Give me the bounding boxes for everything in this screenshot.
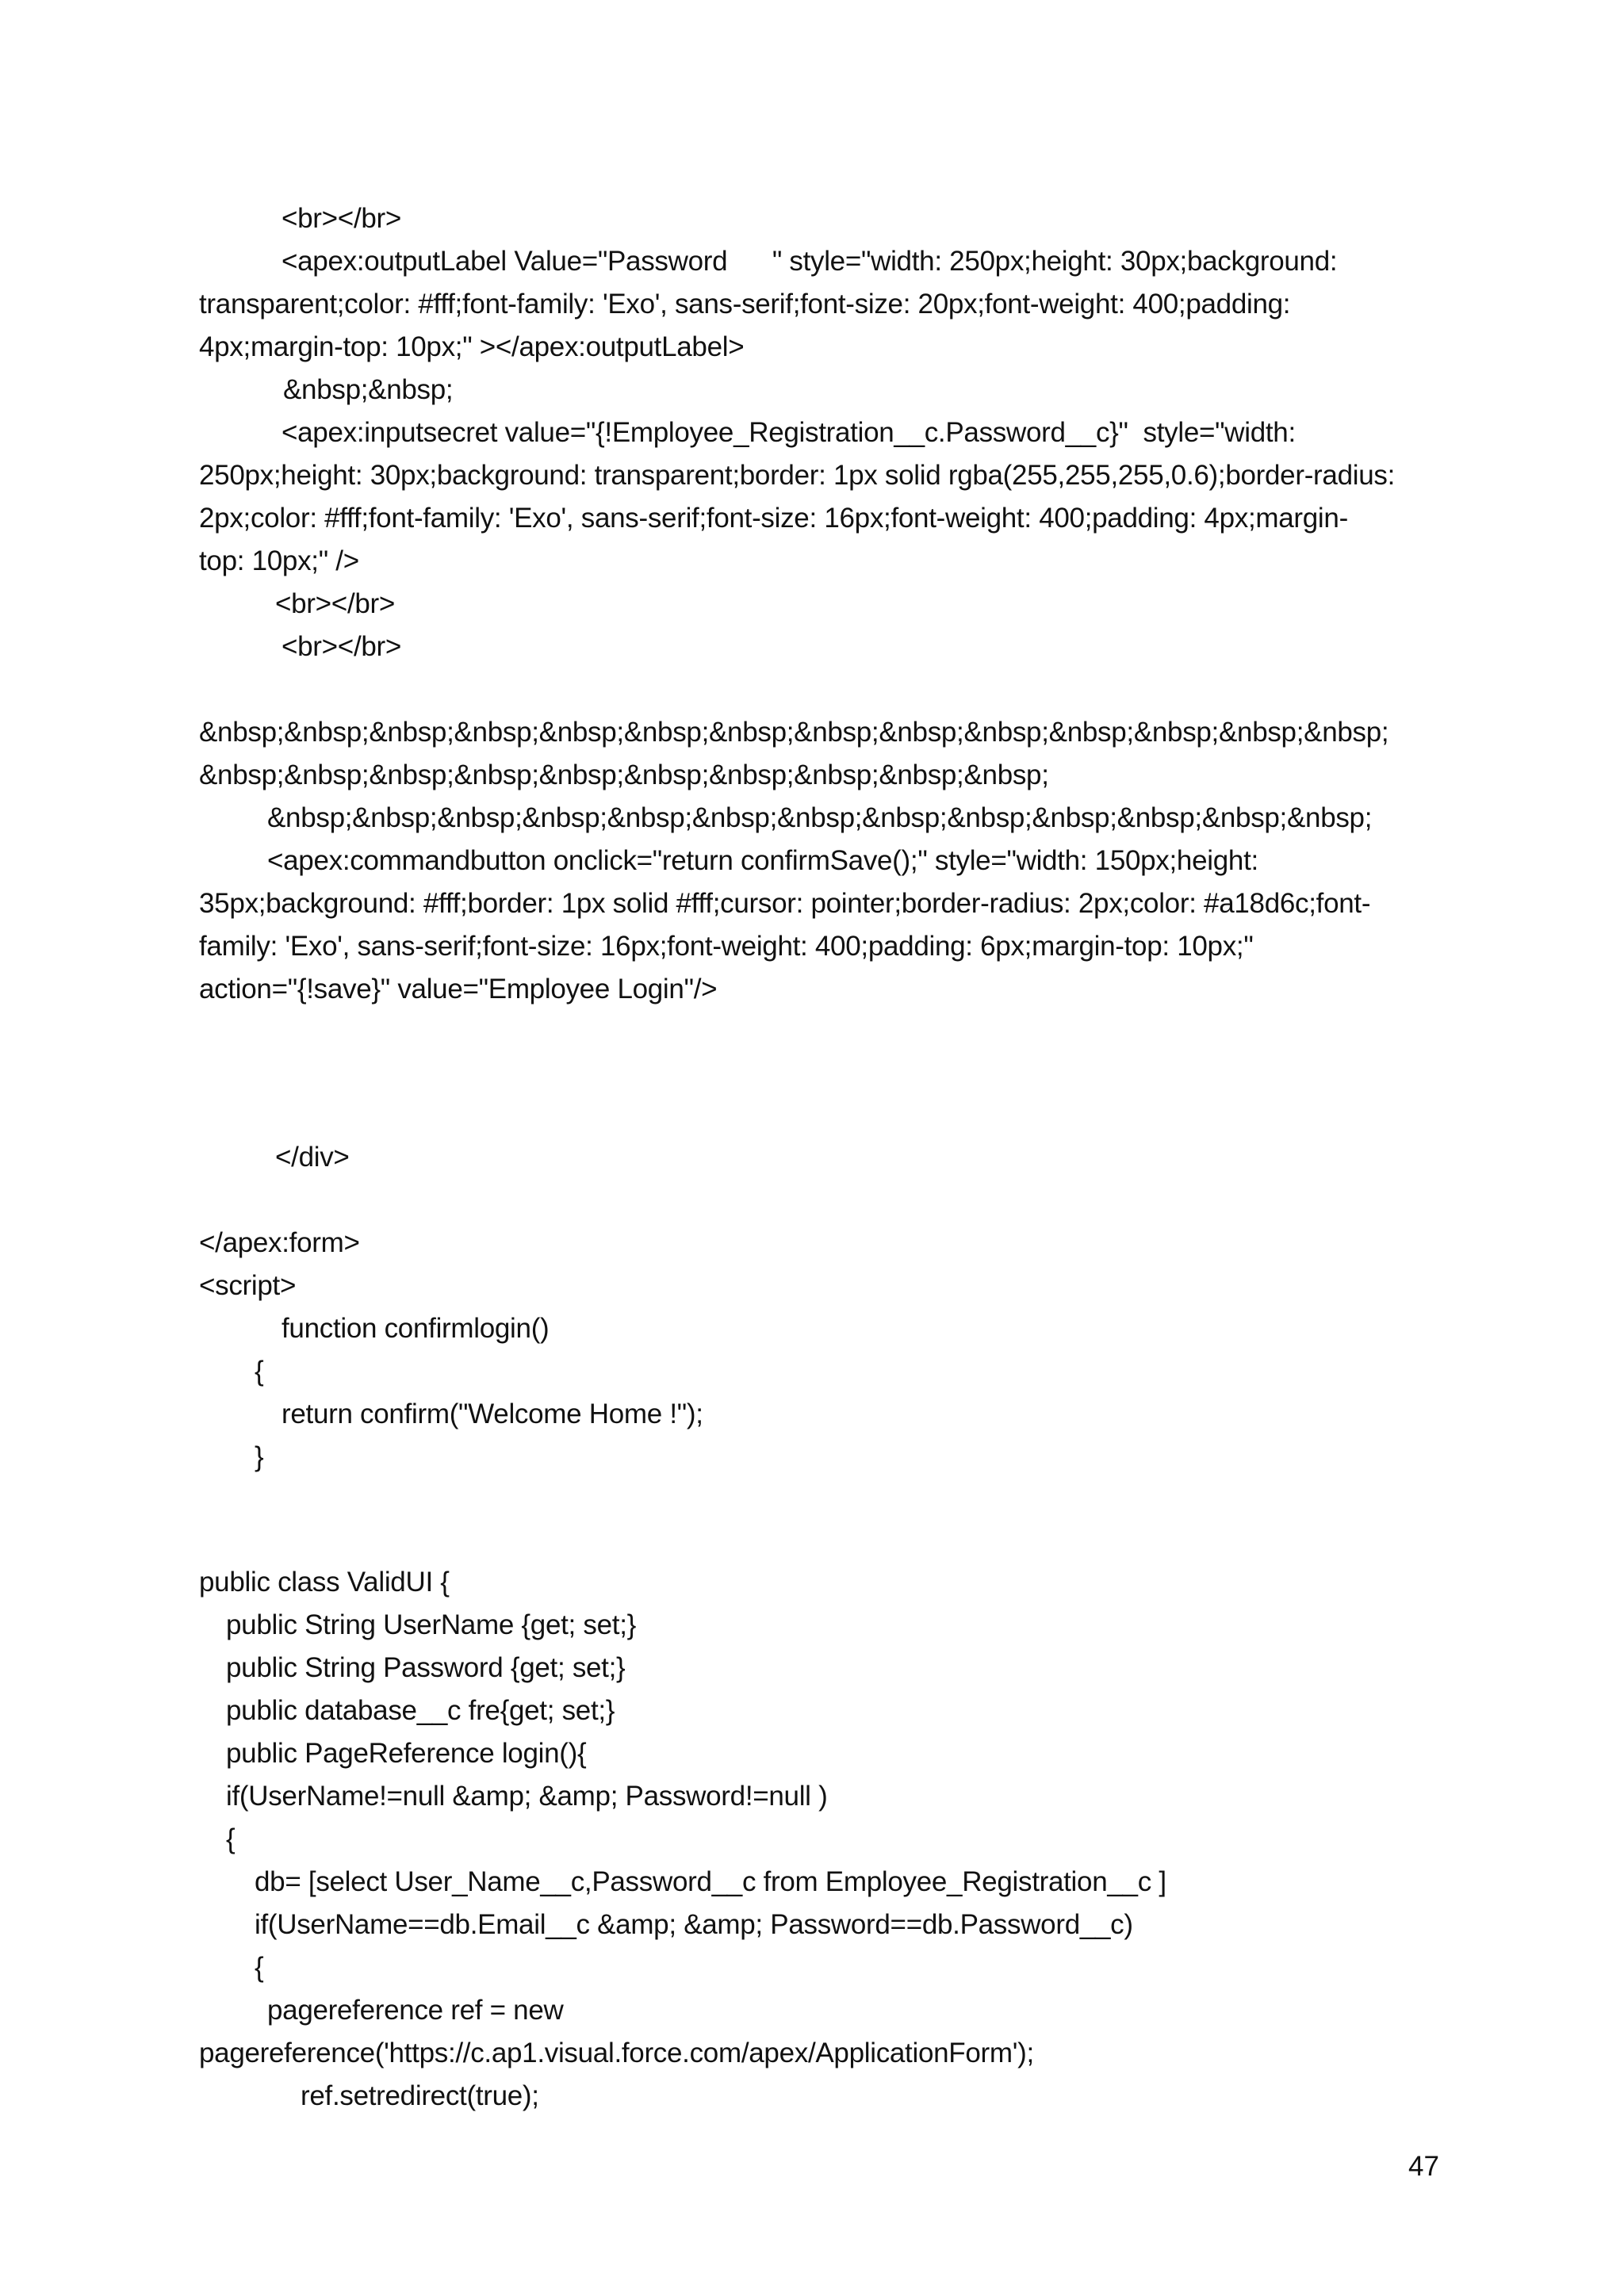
code-line: public database__c fre{get; set;} — [226, 1695, 615, 1726]
page-number: 47 — [1408, 2151, 1439, 2182]
code-line: 35px;background: #fff;border: 1px solid #fff;cursor: pointer;border-radius: 2px;color: #a18d6c;font- — [199, 888, 1371, 919]
code-line: &nbsp;&nbsp;&nbsp;&nbsp;&nbsp;&nbsp;&nbsp;&nbsp;&nbsp;&nbsp; — [199, 760, 1049, 790]
code-line: <br></br> — [282, 631, 402, 662]
code-line: 2px;color: #fff;font-family: 'Exo', sans-serif;font-size: 16px;font-weight: 400;padding: 4px;margin- — [199, 503, 1348, 534]
code-line: public String Password {get; set;} — [226, 1652, 626, 1683]
code-line: 250px;height: 30px;background: transparent;border: 1px solid rgba(255,255,255,0.6);border-radius: — [199, 460, 1396, 491]
code-line: <apex:commandbutton onclick="return confirmSave();" style="width: 150px;height: — [267, 845, 1258, 876]
code-line: transparent;color: #fff;font-family: 'Exo', sans-serif;font-size: 20px;font-weight: 400;padding: — [199, 289, 1291, 320]
code-line: ref.setredirect(true); — [301, 2080, 539, 2111]
code-line: top: 10px;" /> — [199, 545, 359, 576]
code-line: public class ValidUI { — [199, 1567, 450, 1598]
code-line: { — [255, 1356, 264, 1387]
code-line: { — [226, 1823, 236, 1854]
code-line: { — [255, 1952, 264, 1983]
code-line: 4px;margin-top: 10px;" ></apex:outputLabel> — [199, 331, 745, 362]
code-line: action="{!save}" value="Employee Login"/> — [199, 974, 718, 1004]
code-line: family: 'Exo', sans-serif;font-size: 16px;font-weight: 400;padding: 6px;margin-top: 10px;" — [199, 931, 1254, 962]
code-line: public String UserName {get; set;} — [226, 1609, 637, 1640]
code-line: &nbsp;&nbsp;&nbsp;&nbsp;&nbsp;&nbsp;&nbsp;&nbsp;&nbsp;&nbsp;&nbsp;&nbsp;&nbsp;&nbsp; — [199, 717, 1389, 748]
code-line: function confirmlogin() — [282, 1313, 550, 1344]
code-line: &nbsp;&nbsp; — [283, 374, 454, 405]
code-line: db= [select User_Name__c,Password__c from Employee_Registration__c ] — [255, 1866, 1166, 1897]
code-line: <script> — [199, 1270, 297, 1301]
code-line: </div> — [275, 1142, 350, 1173]
code-line: public PageReference login(){ — [226, 1738, 587, 1769]
code-line: <apex:outputLabel Value="Password " style="width: 250px;height: 30px;background: — [282, 246, 1338, 277]
code-line: <br></br> — [282, 203, 402, 234]
code-line: if(UserName!=null &amp; &amp; Password!=null ) — [226, 1781, 828, 1812]
code-line: return confirm("Welcome Home !"); — [282, 1399, 703, 1429]
code-line: <apex:inputsecret value="{!Employee_Registration__c.Password__c}" style="width: — [282, 417, 1296, 448]
code-line: if(UserName==db.Email__c &amp; &amp; Password==db.Password__c) — [255, 1909, 1133, 1940]
code-line: </apex:form> — [199, 1227, 360, 1258]
code-line: pagereference('https://c.ap1.visual.force.com/apex/ApplicationForm'); — [199, 2038, 1034, 2068]
code-line: pagereference ref = new — [267, 1995, 564, 2026]
code-line: <br></br> — [275, 588, 396, 619]
code-line: &nbsp;&nbsp;&nbsp;&nbsp;&nbsp;&nbsp;&nbsp;&nbsp;&nbsp;&nbsp;&nbsp;&nbsp;&nbsp; — [267, 802, 1373, 833]
code-line: } — [255, 1441, 264, 1472]
